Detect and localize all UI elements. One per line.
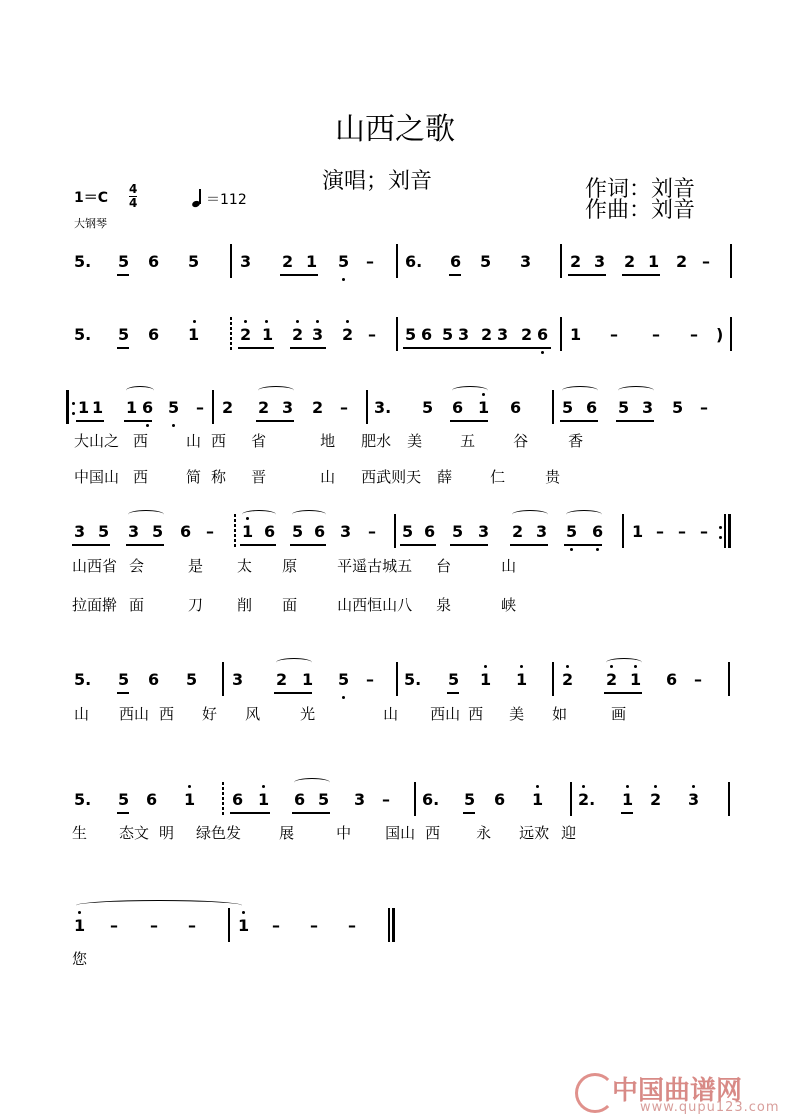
song-title: 山西之歌	[335, 112, 455, 147]
lyric-line: 拉面擀 面 刀 削 面 山西恒山八 泉 峡	[72, 596, 517, 614]
time-signature: 4 4	[129, 182, 138, 210]
barline	[228, 908, 230, 942]
barline	[230, 317, 232, 351]
barline	[730, 244, 732, 278]
barline	[570, 782, 572, 816]
barline	[414, 782, 416, 816]
barline	[552, 390, 554, 424]
barline	[388, 908, 390, 942]
barline	[724, 514, 726, 548]
lyric-line: 山 西山 西 好 风 光 山 西山 西 美 如 画	[74, 705, 627, 723]
barline	[560, 317, 562, 351]
barline	[396, 244, 398, 278]
instrument-label: 大钢琴	[74, 217, 107, 230]
notation-row-2: 5. 5 6 1 2 1 2 3 2 – 5 6 5 3 2 3 2 6 1 – – – )	[0, 325, 790, 347]
barline	[396, 317, 398, 351]
repeat-end-barline	[728, 514, 731, 548]
barline	[560, 244, 562, 278]
composer-credit: 作曲：刘音	[585, 198, 696, 223]
quarter-note-icon	[192, 189, 206, 207]
notation-row-6: 5. 5 6 1 6 1 6 5 3 – 6. 5 6 1 2. 1 2 3	[0, 790, 790, 812]
watermark-url: www.qupu123.com	[640, 1100, 780, 1115]
tempo-marking: ＝112	[192, 189, 247, 209]
barline	[366, 390, 368, 424]
notation-row-4: 3 5 3 5 6 – 1 6 5 6 3 – 5 6 5 3 2 3 5 6 1 – – –	[0, 522, 790, 544]
singer-credit: 演唱；刘音	[322, 169, 433, 194]
final-barline	[392, 908, 395, 942]
notation-row-1: 5. 5 6 5 3 2 1 5 – 6. 6 5 3 2 3 2 1 2 –	[0, 252, 790, 274]
barline	[234, 514, 236, 548]
repeat-start-barline	[66, 390, 69, 424]
barline	[394, 514, 396, 548]
lyric-line: 大山之 西 山 西 省 地 肥水 美 五 谷 香	[74, 432, 584, 450]
watermark-logo-icon	[575, 1073, 615, 1113]
lyric-line: 生 态文 明 绿色发 展 中 国山 西 永 远欢 迎	[72, 824, 577, 842]
barline	[212, 390, 214, 424]
barline	[396, 662, 398, 696]
lyric-line: 中国山 西 简 称 晋 山 西武则天 薛 仁 贵	[74, 468, 561, 486]
barline	[730, 317, 732, 351]
barline	[622, 514, 624, 548]
lyric-line: 您	[72, 950, 88, 968]
barline	[728, 782, 730, 816]
notation-row-5: 5. 5 6 5 3 2 1 5 – 5. 5 1 1 2 2 1 6 –	[0, 670, 790, 692]
lyric-line: 山西省 会 是 太 原 平遥古城五 台 山	[72, 557, 517, 575]
lyricist-credit: 作词：刘音	[585, 177, 696, 202]
key-signature: 1＝C	[74, 190, 109, 206]
barline	[222, 782, 224, 816]
notation-row-3: 1 1 1 6 5 – 2 2 3 2 – 3. 5 6 1 6 5 6 5 3 5 –	[0, 398, 790, 420]
barline	[728, 662, 730, 696]
barline	[552, 662, 554, 696]
barline	[230, 244, 232, 278]
barline	[222, 662, 224, 696]
watermark-brand: 中国曲谱网	[612, 1076, 743, 1106]
notation-row-7: 1 – – – 1 – – –	[0, 916, 790, 938]
